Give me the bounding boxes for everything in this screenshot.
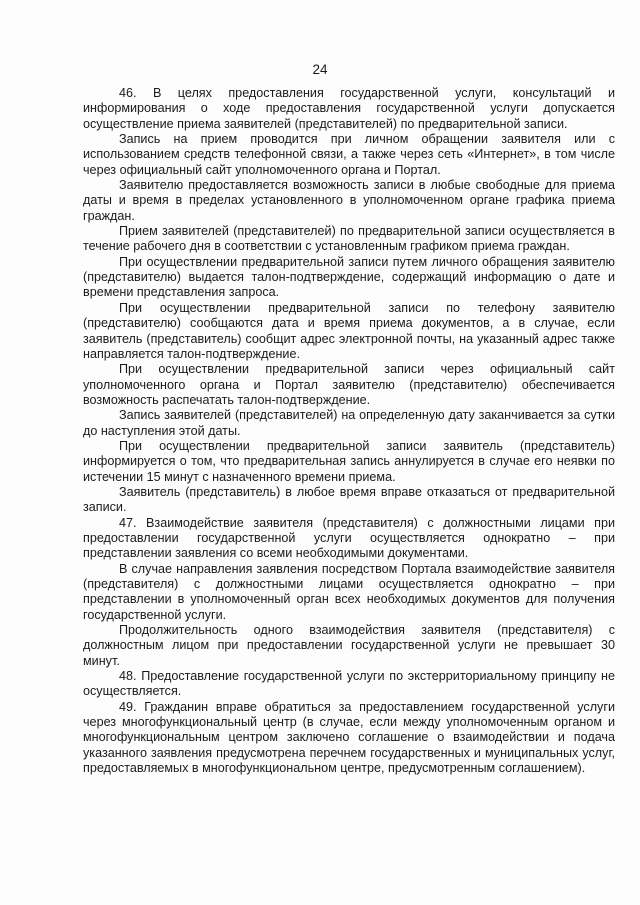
- paragraph-portal: При осуществлении предварительной записи через официальный сайт уполномоченного органа и Портал заявителю (представителю) обеспечивается возможность распечатать талон-подтверждение.: [83, 362, 615, 407]
- paragraph-47: 47. Взаимодействие заявителя (представителя) с должностными лицами при предоставлении государственной услуги осуществляется однократно – при представлении заявления со всеми необходимыми документами.: [83, 515, 615, 561]
- paragraph-personal-visit: При осуществлении предварительной записи путем личного обращения заявителю (представителю) выдается талон-подтверждение, содержащий информацию о дате и времени представления запроса.: [83, 254, 615, 300]
- paragraph-refusal: Заявитель (представитель) в любое время вправе отказаться от предварительной записи.: [83, 484, 615, 515]
- document-body: [83, 86, 615, 776]
- paragraph-free-slots: Заявителю предоставляется возможность записи в любые свободные для приема даты и время в пределах установленного в уполномоченном органе графика приема граждан.: [83, 178, 615, 223]
- paragraph-phone: При осуществлении предварительной записи по телефону заявителю (представителю) сообщаются дата и время приема документов, а в случае, если заявитель (представитель) сообщит адрес электронной почты, на указанный адрес также направляется талон-подтверждение.: [83, 300, 615, 361]
- paragraph-deadline: Запись заявителей (представителей) на определенную дату заканчивается за сутки до наступления этой даты.: [83, 408, 615, 438]
- paragraph-49: 49. Гражданин вправе обратиться за предоставлением государственной услуги через многофункциональный центр (в случае, если между уполномоченным органом и многофункциональным центром заключено соглашение о взаимодействии и подача указанного заявления предусмотрена перечнем государственных и муниципальных услуг, предоставляемых в многофункциональном центре, предусмотренным соглашением).: [83, 699, 615, 776]
- paragraph-cancellation: При осуществлении предварительной записи заявитель (представитель) информируется о том, что предварительная запись аннулируется в случае его неявки по истечении 15 минут с назначенного времени приема.: [83, 438, 615, 484]
- paragraph-working-day: Прием заявителей (представителей) по предварительной записи осуществляется в течение рабочего дня в соответствии с установленным графиком приема граждан.: [83, 224, 615, 254]
- paragraph-48: 48. Предоставление государственной услуги по экстерриториальному принципу не осуществляется.: [83, 669, 615, 699]
- page-number: 24: [312, 62, 328, 77]
- paragraph-46: 46. В целях предоставления государственной услуги, консультаций и информирования о ходе предоставления государственной услуги допускается осуществление приема заявителей (представителей) по предварительной записи.: [83, 86, 615, 131]
- paragraph-duration: Продолжительность одного взаимодействия заявителя (представителя) с должностным лицом при предоставлении государственной услуги не превышает 30 минут.: [83, 623, 615, 668]
- paragraph-appointment-methods: Запись на прием проводится при личном обращении заявителя или с использованием средств телефонной связи, а также через сеть «Интернет», в том числе через официальный сайт уполномоченного органа и Портал.: [83, 132, 615, 177]
- paragraph-portal-interaction: В случае направления заявления посредством Портала взаимодействие заявителя (представителя) с должностными лицами осуществляется однократно – при представлении в уполномоченный орган всех необходимых документов для получения государственной услуги.: [83, 561, 615, 622]
